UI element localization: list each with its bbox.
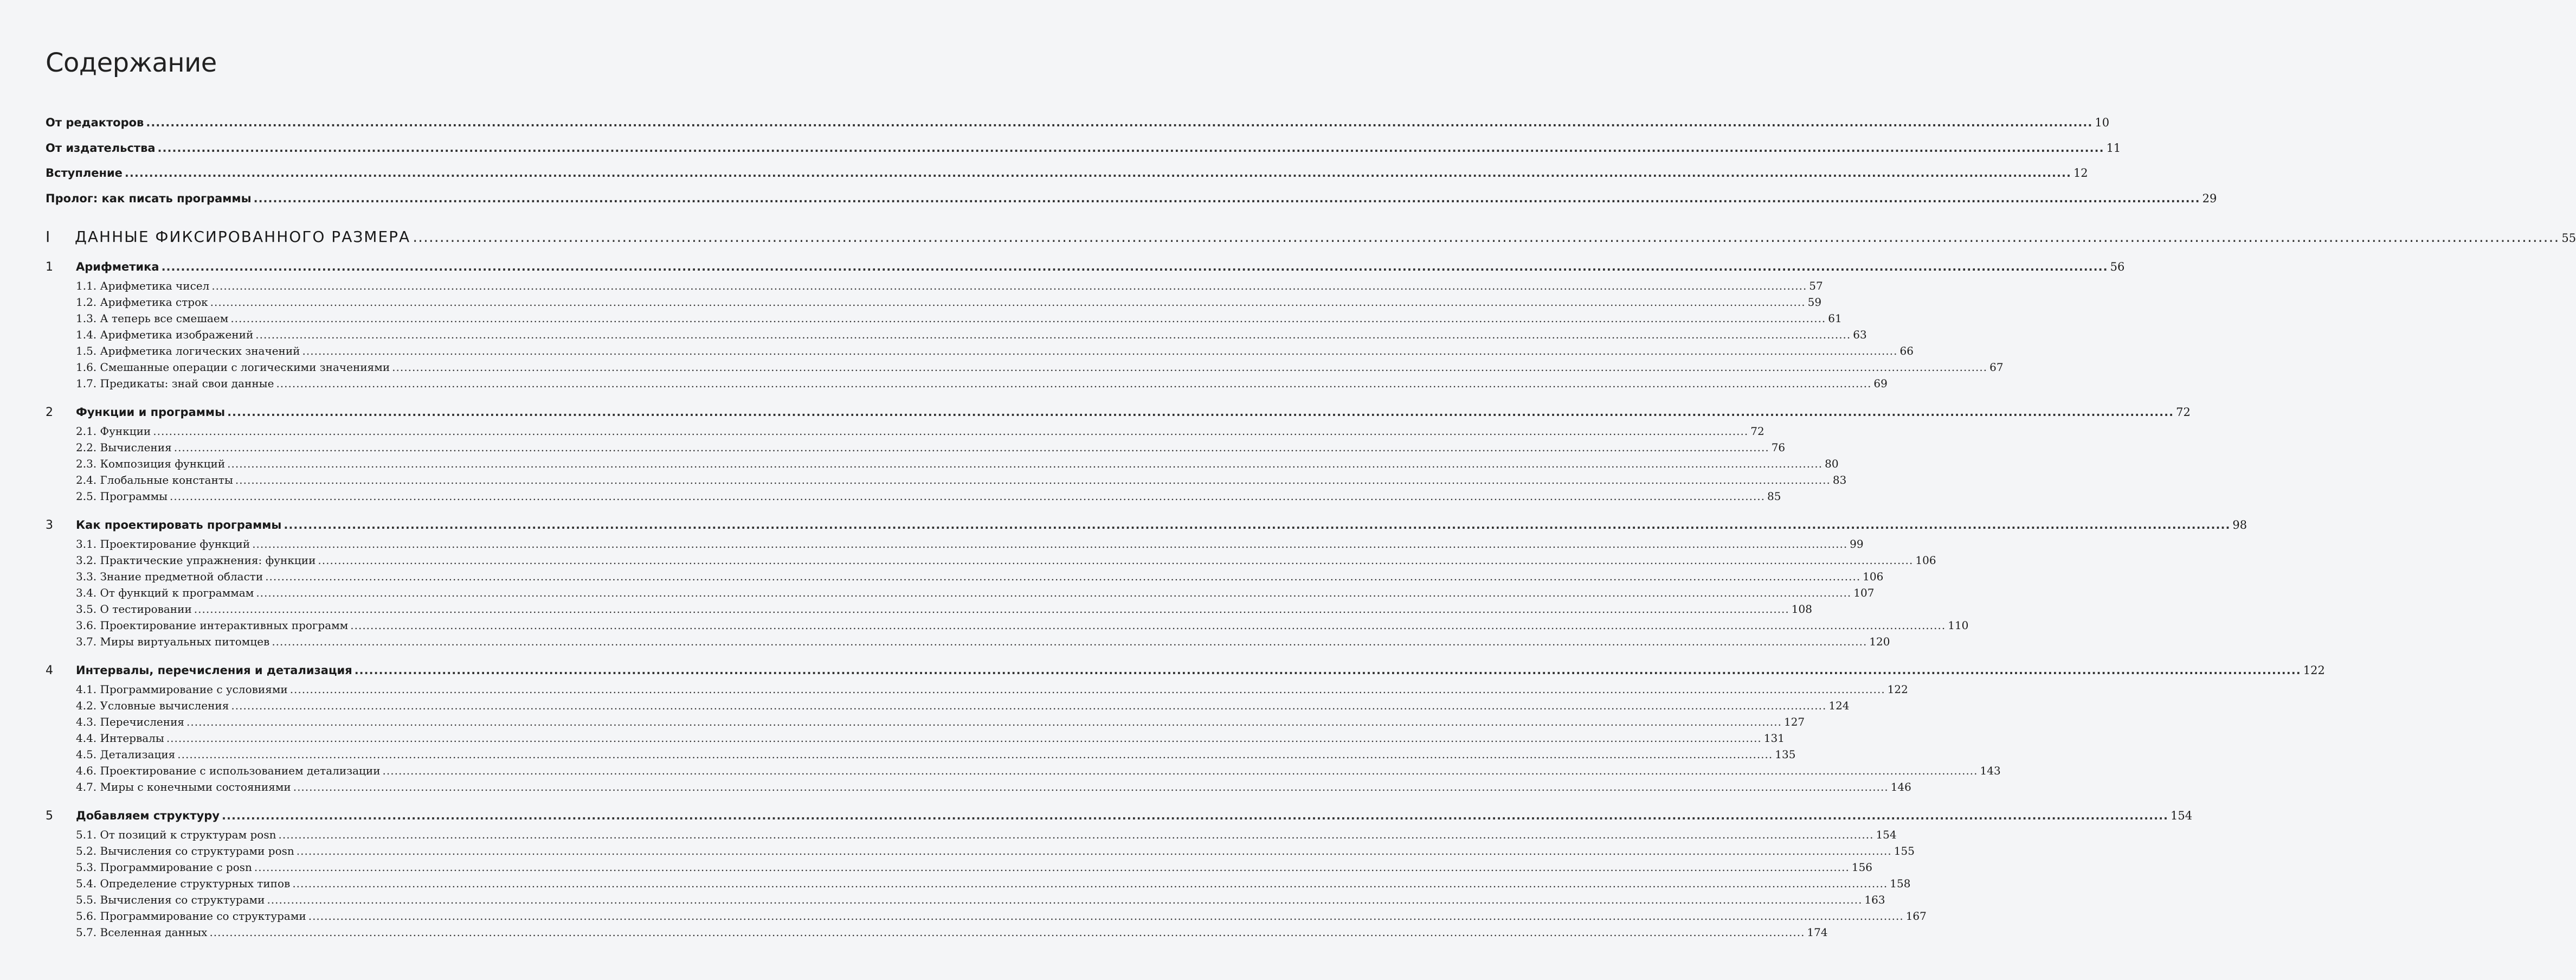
section-label: 2.2. Вычисления xyxy=(76,441,172,454)
section-page: 174 xyxy=(1807,926,1828,939)
chapter-page: 98 xyxy=(2232,518,2247,531)
section-label: 3.1. Проектирование функций xyxy=(76,537,250,550)
toc-section xyxy=(0,377,1888,390)
leader-dots xyxy=(284,518,2230,531)
leader-dots xyxy=(254,192,2200,205)
toc-section xyxy=(0,909,1927,923)
leader-dots xyxy=(162,260,2108,273)
entry-page: 10 xyxy=(2095,116,2110,129)
leader-dots xyxy=(290,683,1885,696)
leader-dots xyxy=(146,116,2092,129)
leader-dots xyxy=(292,877,1888,890)
leader-dots xyxy=(209,926,1805,939)
leader-dots xyxy=(265,570,1860,583)
section-page: 99 xyxy=(1850,537,1864,550)
part-page: 55 xyxy=(2561,232,2576,245)
toc-section xyxy=(0,603,1812,616)
leader-dots xyxy=(308,909,1904,923)
toc-section xyxy=(0,926,1828,939)
toc-section xyxy=(0,732,1785,745)
section-page: 131 xyxy=(1763,732,1785,745)
toc-entry xyxy=(0,142,2121,155)
leader-dots xyxy=(166,732,1762,745)
toc-section xyxy=(0,893,1885,906)
chapter-page: 56 xyxy=(2110,260,2125,273)
chapter-label: Арифметика xyxy=(76,260,159,273)
toc-chapter xyxy=(0,406,2191,419)
section-label: 5.6. Программирование со структурами xyxy=(76,909,306,923)
section-page: 156 xyxy=(1851,861,1873,874)
section-page: 69 xyxy=(1873,377,1888,390)
section-label: 5.3. Программирование с posn xyxy=(76,861,252,874)
chapter-label: Функции и программы xyxy=(76,406,226,419)
leader-dots xyxy=(413,228,2559,246)
section-page: 66 xyxy=(1899,344,1914,357)
section-label: 4.2. Условные вычисления xyxy=(76,699,229,712)
section-label: 3.7. Миры виртуальных питомцев xyxy=(76,635,270,648)
leader-dots xyxy=(350,619,1946,632)
toc-section xyxy=(0,780,1911,793)
section-page: 57 xyxy=(1809,279,1823,292)
chapter-label: Добавляем структуру xyxy=(76,809,220,822)
chapter-number: 5 xyxy=(46,809,53,823)
leader-dots xyxy=(231,699,1826,712)
leader-dots xyxy=(392,361,1987,374)
section-page: 155 xyxy=(1894,844,1915,857)
section-page: 61 xyxy=(1828,312,1842,325)
entry-label: От издательства xyxy=(46,142,156,155)
section-page: 124 xyxy=(1828,699,1850,712)
toc-section xyxy=(0,715,1805,728)
toc-section xyxy=(0,699,1850,712)
toc-entry xyxy=(0,166,2088,180)
section-label: 2.3. Композиция функций xyxy=(76,457,226,470)
leader-dots xyxy=(254,861,1850,874)
entry-label: Вступление xyxy=(46,166,123,180)
section-label: 5.2. Вычисления со структурами posn xyxy=(76,844,294,857)
toc-section xyxy=(0,828,1897,841)
leader-dots xyxy=(210,296,1806,309)
section-label: 1.4. Арифметика изображений xyxy=(76,328,254,341)
section-page: 80 xyxy=(1825,457,1839,470)
section-page: 135 xyxy=(1775,748,1796,761)
section-label: 5.1. От позиций к структурам posn xyxy=(76,828,276,841)
leader-dots xyxy=(153,425,1748,438)
section-label: 1.1. Арифметика чисел xyxy=(76,279,210,292)
section-page: 110 xyxy=(1948,619,1969,632)
toc-section xyxy=(0,279,1823,292)
chapter-page: 72 xyxy=(2176,406,2191,419)
toc-section xyxy=(0,877,1911,890)
toc-section xyxy=(0,554,1936,567)
toc-section xyxy=(0,328,1867,341)
leader-dots xyxy=(276,377,1871,390)
toc-section xyxy=(0,537,1864,550)
toc-chapter xyxy=(0,260,2125,274)
leader-dots xyxy=(297,844,1892,857)
leader-dots xyxy=(186,715,1782,728)
chapter-number: 4 xyxy=(46,664,53,677)
section-label: 2.4. Глобальные константы xyxy=(76,473,233,486)
section-page: 146 xyxy=(1890,780,1911,793)
leader-dots xyxy=(255,328,1851,341)
toc-section xyxy=(0,586,1875,599)
section-label: 3.5. О тестировании xyxy=(76,603,192,616)
section-page: 127 xyxy=(1783,715,1805,728)
leader-dots xyxy=(252,537,1847,550)
section-label: 4.5. Детализация xyxy=(76,748,176,761)
section-label: 1.2. Арифметика строк xyxy=(76,296,208,309)
section-page: 120 xyxy=(1869,635,1890,648)
section-label: 3.6. Проектирование интерактивных программ xyxy=(76,619,349,632)
toc-section xyxy=(0,473,1847,486)
leader-dots xyxy=(267,893,1862,906)
leader-dots xyxy=(302,344,1898,357)
toc-section xyxy=(0,457,1839,470)
toc-section xyxy=(0,861,1873,874)
section-page: 106 xyxy=(1863,570,1884,583)
leader-dots xyxy=(383,764,1978,777)
section-page: 143 xyxy=(1980,764,2001,777)
chapter-number: 3 xyxy=(46,518,53,532)
section-label: 1.3. А теперь все смешаем xyxy=(76,312,229,325)
part-number: I xyxy=(46,228,51,246)
section-label: 4.6. Проектирование с использованием детализации xyxy=(76,764,381,777)
toc-section xyxy=(0,635,1890,648)
entry-page: 11 xyxy=(2106,142,2121,155)
chapter-page: 122 xyxy=(2303,664,2325,677)
toc-section xyxy=(0,441,1786,454)
section-page: 107 xyxy=(1853,586,1875,599)
entry-label: Пролог: как писать программы xyxy=(46,192,252,205)
toc-part xyxy=(0,228,2576,246)
section-page: 106 xyxy=(1915,554,1936,567)
section-label: 4.1. Программирование с условиями xyxy=(76,683,288,696)
section-page: 163 xyxy=(1864,893,1885,906)
leader-dots xyxy=(177,748,1773,761)
leader-dots xyxy=(272,635,1867,648)
section-label: 5.4. Определение структурных типов xyxy=(76,877,291,890)
chapter-number: 2 xyxy=(46,406,53,419)
leader-dots xyxy=(125,166,2071,180)
section-label: 5.5. Вычисления со структурами xyxy=(76,893,265,906)
toc-section xyxy=(0,361,2004,374)
leader-dots xyxy=(194,603,1789,616)
section-label: 4.4. Интервалы xyxy=(76,732,164,745)
page-title: Содержание xyxy=(46,48,217,78)
toc-section xyxy=(0,312,1842,325)
leader-dots xyxy=(158,142,2104,155)
section-label: 1.5. Арифметика логических значений xyxy=(76,344,300,357)
chapter-label: Интервалы, перечисления и детализация xyxy=(76,664,352,677)
section-label: 5.7. Вселенная данных xyxy=(76,926,208,939)
toc-section xyxy=(0,490,1781,503)
leader-dots xyxy=(230,312,1826,325)
leader-dots xyxy=(174,441,1769,454)
toc-section xyxy=(0,296,1822,309)
section-label: 3.3. Знание предметной области xyxy=(76,570,263,583)
section-label: 2.5. Программы xyxy=(76,490,168,503)
leader-dots xyxy=(278,828,1873,841)
section-page: 72 xyxy=(1750,425,1764,438)
leader-dots xyxy=(235,473,1831,486)
leader-dots xyxy=(222,809,2168,822)
toc-chapter xyxy=(0,809,2193,823)
leader-dots xyxy=(355,664,2301,677)
toc-chapter xyxy=(0,664,2325,677)
section-page: 167 xyxy=(1905,909,1927,923)
section-page: 122 xyxy=(1887,683,1908,696)
chapter-page: 154 xyxy=(2171,809,2193,822)
section-label: 3.2. Практические упражнения: функции xyxy=(76,554,316,567)
leader-dots xyxy=(227,457,1822,470)
section-page: 67 xyxy=(1989,361,2004,374)
toc-section xyxy=(0,764,2001,777)
entry-page: 12 xyxy=(2073,166,2088,180)
toc-entry xyxy=(0,192,2217,205)
section-page: 59 xyxy=(1807,296,1822,309)
section-label: 4.7. Миры с конечными состояниями xyxy=(76,780,291,793)
toc-section xyxy=(0,748,1796,761)
part-label: ДАННЫЕ ФИКСИРОВАННОГО РАЗМЕРА xyxy=(75,228,411,246)
toc-section xyxy=(0,570,1884,583)
section-label: 4.3. Перечисления xyxy=(76,715,185,728)
toc-section xyxy=(0,683,1908,696)
toc-entry xyxy=(0,116,2110,129)
section-page: 85 xyxy=(1767,490,1781,503)
section-page: 63 xyxy=(1853,328,1867,341)
leader-dots xyxy=(211,279,1807,292)
leader-dots xyxy=(227,406,2174,419)
section-label: 2.1. Функции xyxy=(76,425,151,438)
section-label: 1.6. Смешанные операции с логическими значениями xyxy=(76,361,390,374)
toc-section xyxy=(0,619,1969,632)
toc-section xyxy=(0,844,1915,857)
section-page: 83 xyxy=(1832,473,1847,486)
section-page: 154 xyxy=(1876,828,1897,841)
section-page: 76 xyxy=(1771,441,1786,454)
section-label: 1.7. Предикаты: знай свои данные xyxy=(76,377,274,390)
toc-chapter xyxy=(0,518,2247,532)
leader-dots xyxy=(256,586,1851,599)
chapter-number: 1 xyxy=(46,260,53,274)
toc-section xyxy=(0,425,1764,438)
section-page: 108 xyxy=(1791,603,1812,616)
leader-dots xyxy=(293,780,1889,793)
section-page: 158 xyxy=(1890,877,1911,890)
toc-section xyxy=(0,344,1914,357)
entry-label: От редакторов xyxy=(46,116,144,129)
leader-dots xyxy=(170,490,1765,503)
chapter-label: Как проектировать программы xyxy=(76,518,282,531)
leader-dots xyxy=(318,554,1913,567)
section-label: 3.4. От функций к программам xyxy=(76,586,254,599)
entry-page: 29 xyxy=(2202,192,2217,205)
